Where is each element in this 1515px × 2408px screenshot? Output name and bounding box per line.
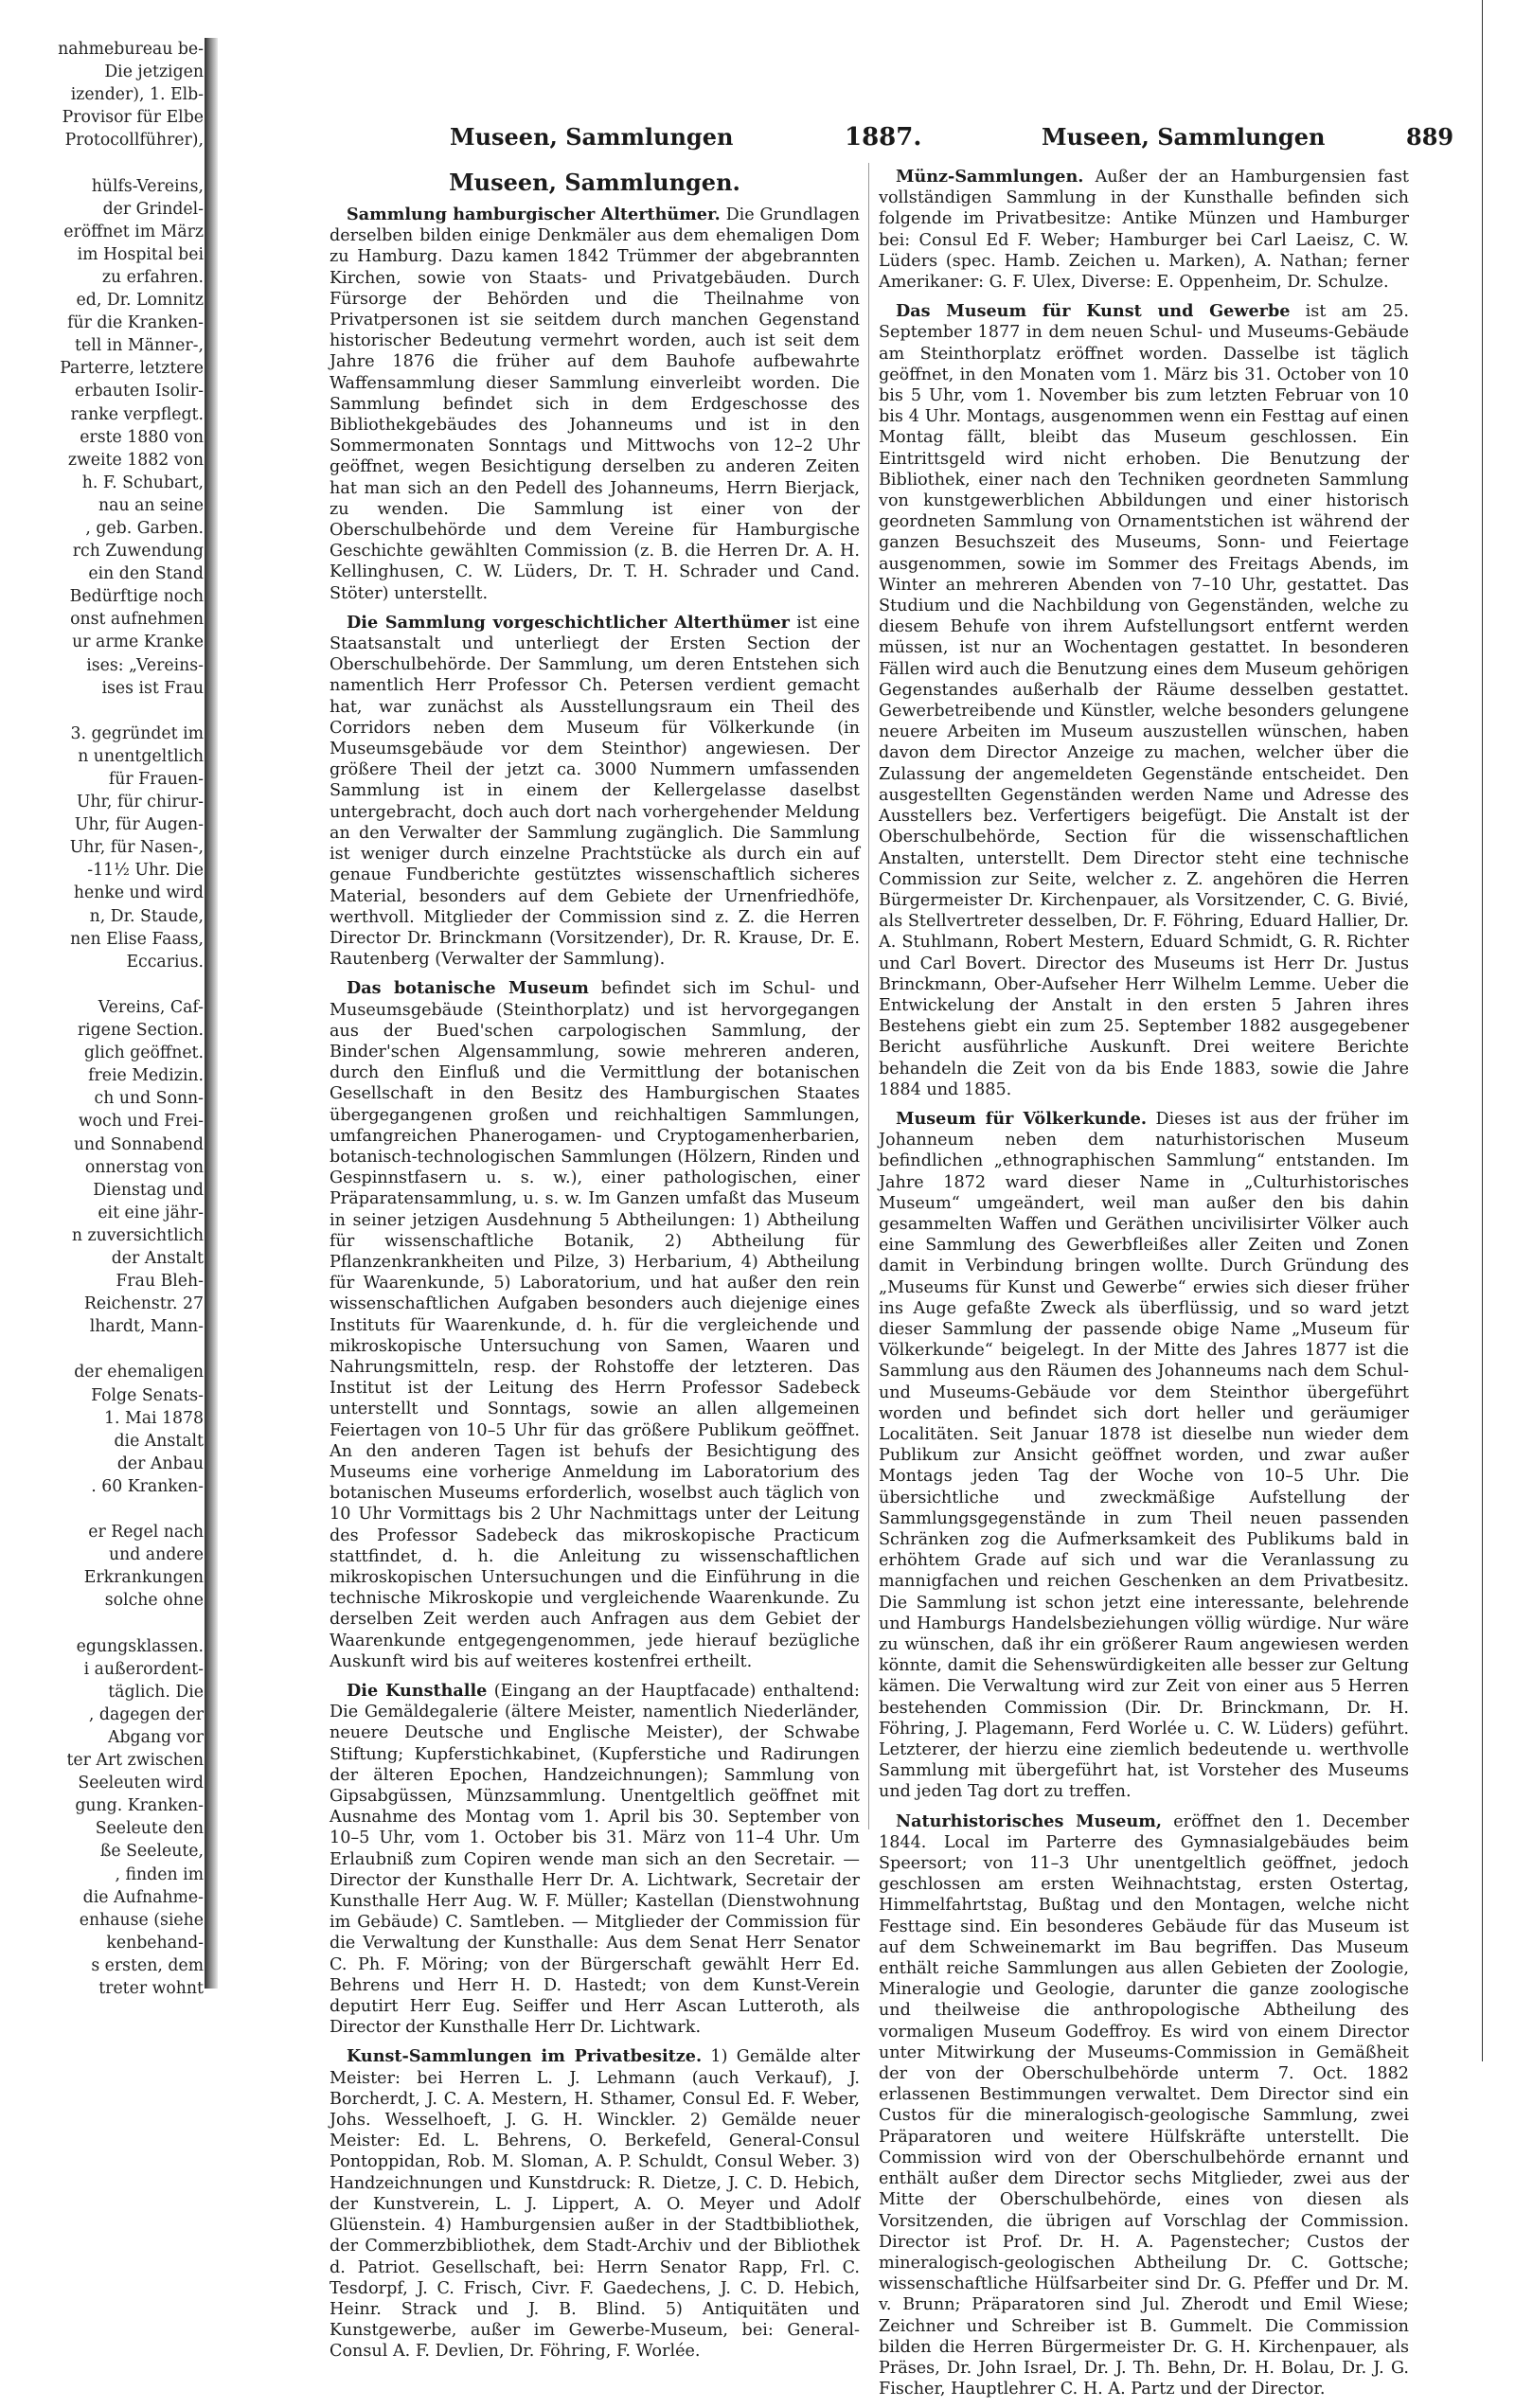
prev-page-line: der Grindel- <box>102 199 204 219</box>
prev-page-line: Folge Senats- <box>91 1385 204 1405</box>
entry-museum-arts-crafts <box>879 301 1409 1100</box>
prev-page-line: rigene Section. <box>77 1021 204 1041</box>
entry-text: 1) Gemälde alter Meister: bei Herren L. J. Lehmann (auch Verkauf), J. Borcherdt, J. C. A. Mestern, H. Sthamer, Consul Ed. F. Weber, Johs. Wesselhoeft, J. G. H. Winckler. 2) Gemälde neuer Meister: Ed. L. Behrens, O. Berkefeld, General-Consul Pontoppidan, Rob. M. Sloman, A. P. Schuldt, Consul Weber. 3) Handzeichnungen und Kunstdruck: R. Dietze, J. C. D. Hebich, der Kunstverein, L. J. Lippert, A. O. Meyer und Adolf Glüenstein. 4) Hamburgensien außer in der Stadtbibliothek, der Commerzbibliothek, dem Stadt-Archiv und der Bibliothek d. Patriot. Gesellschaft, bei: Herrn Senator Rapp, Frl. C. Tesdorpf, J. C. Frisch, Civr. F. Gaedechens, J. C. D. Hebich, Heinr. Strack und J. B. Blind. 5) Antiquitäten und Kunstgewerbe, außer im Gewerbe-Museum, bei: General-Consul A. F. Devlien, Dr. Föhring, F. Worlée. <box>330 2047 861 2362</box>
prev-page-line: ein den Stand <box>88 564 204 584</box>
prev-page-line: onst aufnehmen <box>70 610 204 630</box>
prev-page-line: ranke verpflegt. <box>70 404 204 424</box>
prev-page-line: freie Medizin. <box>88 1066 204 1086</box>
prev-page-line: lhardt, Mann- <box>89 1317 204 1337</box>
prev-page-line: die Anstalt <box>114 1431 204 1451</box>
prev-page-line: im Hospital bei <box>77 244 204 264</box>
prev-page-line: erbauten Isolir- <box>74 382 204 401</box>
prev-page-line: für Frauen- <box>108 770 204 789</box>
prev-page-line: gung. Kranken- <box>75 1796 204 1816</box>
prev-page-line: Seeleuten wird <box>78 1774 204 1793</box>
prev-page-line <box>0 152 204 174</box>
prev-page-line: zu erfahren. <box>101 267 204 287</box>
prev-page-line: Seeleute den <box>95 1819 204 1839</box>
prev-page-line: -11½ Uhr. Die <box>87 861 204 881</box>
prev-page-line: ur arme Kranke <box>72 633 204 652</box>
prev-page-line: Uhr, für Augen- <box>74 815 204 835</box>
prev-page-line: ße Seeleute, <box>99 1842 204 1862</box>
entry-coin-collections <box>879 167 1409 293</box>
prev-page-line: h. F. Schubart, <box>81 473 204 492</box>
prev-page-line: treter wohnt <box>98 1978 204 1998</box>
book-gutter <box>205 38 218 1989</box>
entry-heading: Münz-Sammlungen. <box>896 167 1084 187</box>
prev-page-line: Abgang vor <box>107 1727 204 1747</box>
prev-page-line: Vereins, Caf- <box>98 997 204 1017</box>
prev-page-line: zweite 1882 von <box>67 450 204 470</box>
prev-page-line: Reichenstr. 27 <box>83 1294 204 1314</box>
prev-page-line: eit eine jähr- <box>98 1203 204 1222</box>
prev-page-line: tell in Männer-, <box>75 336 204 356</box>
prev-page-line: 3. gegründet im <box>70 723 204 743</box>
prev-page-line: und andere <box>108 1545 204 1565</box>
prev-page-line: kenbehand- <box>106 1933 204 1953</box>
prev-page-line: Parterre, letztere <box>60 359 204 379</box>
prev-page-line: nen Elise Faass, <box>70 929 204 949</box>
prev-page-line: enhause (siehe <box>79 1910 204 1930</box>
prev-page-line: und Sonnabend <box>73 1134 204 1154</box>
entry-text: ist am 25. September 1877 in dem neuen Schul- und Museums-Gebäude am Steinthorplatz eröffnet worden. Dasselbe ist täglich geöffnet, in den Monaten vom 1. März bis 31. October von 10 bis 5 Uhr, vom 1. November bis zum letzten Februar von 10 bis 4 Uhr. Montags, ausgenommen wenn ein Festtag auf einen Montag fällt, bleibt das Museum geschlossen. Ein Eintrittsgeld wird nicht erhoben. Die Benutzung der Bibliothek, einer nach den Techniken geordneten Sammlung von kunstgewerblichen Abbildungen und einer historisch geordneten Sammlung von Ornamentstichen ist während der ganzen Besuchszeit des Museums, Sonn- und Feiertage ausgenommen, sowie im Sommer des Freitags Abends, im Winter an mehreren Abenden von 7–10 Uhr, gestattet. Das Studium und die Nachbildung von Gegenständen, welche zu diesem Behufe von ihrem Aufstellungsort entfernt werden müssen, ist nur an Wochentagen gestattet. In besonderen Fällen wird auch die Benutzung eines dem Museum gehörigen Gegenstandes außerhalb der Räume desselben gestattet. Gewerbetreibende und Künstler, welche besonders gelungene neuere Arbeiten im Museum auszustellen wünschen, haben davon dem Director Anzeige zu machen, welcher über die Zulassung der angemeldeten Gegenstände entscheidet. Den ausgestellten Gegenständen werden Name und Adresse des Ausstellers bez. Verfertigers beigefügt. Die Anstalt ist der Oberschulbehörde, Section für die wissenschaftlichen Anstalten, unterstellt. Dem Director steht eine technische Commission zur Seite, welcher z. Z. angehören die Herren Bürgermeister Dr. Kirchenpauer, als Vorsitzender, C. G. Bivié, als Stellvertreter desselben, Dr. F. Föhring, Eduard Hallier, Dr. A. Stuhlmann, Robert Mestern, Eduard Schmidt, G. R. Richter und Carl Bovert. Director des Museums ist Herr Dr. Justus Brinckmann, Ober-Aufseher Herr Wilhelm Lemme. Ueber die Entwickelung der Anstalt in den ersten 5 Jahren ihres Bestehens giebt ein zum 25. September 1882 ausgegebener Bericht ausführliche Auskunft. Drei weitere Berichte behandeln die Zeit von da bis Ende 1883, sowie die Jahre 1884 und 1885. <box>879 302 1409 1099</box>
prev-page-line: , finden im <box>115 1864 204 1884</box>
right-column <box>879 167 1409 2408</box>
page-number: 889 <box>1406 123 1454 151</box>
prev-page-line: Bedürftige noch <box>69 587 204 607</box>
prev-page-line: der Anstalt <box>111 1248 204 1268</box>
prev-page-line: Protocollführer), <box>64 131 204 151</box>
prev-page-line: der Anbau <box>116 1454 204 1473</box>
prev-page-line <box>0 700 204 722</box>
entry-kunsthalle <box>330 1681 860 2038</box>
entry-text: ist eine Staatsanstalt und unterliegt der Ersten Section der Oberschulbehörde. Der Sammlung, um deren Entstehen sich namentlich Herr Professor Ch. Petersen verdient gemacht hat, war zunächst als Ausstellungsraum ein Theil des Corridors neben dem Museum für Völkerkunde (in Museumsgebäude vor dem Steinthor) angewiesen. Der größere Theil der jetzt ca. 3000 Nummern umfassenden Sammlung ist in einem der Kellergelasse daselbst untergebracht, doch auch dort nach vorhergehender Meldung an den Verwalter der Sammlung zugänglich. Die Sammlung ist weniger durch einzelne Prachtstücke als durch ein auf genaue Fundberichte gestütztes wissenschaftlich sicheres Material, besonders auf dem Gebiete der Urnenfriedhöfe, werthvoll. Mitglieder der Commission sind z. Z. die Herren Director Dr. Brinckmann (Vorsitzender), Dr. R. Krause, Dr. E. Rautenberg (Verwalter der Sammlung). <box>330 613 860 970</box>
prev-page-line: Eccarius. <box>126 952 204 972</box>
entry-heading: Museum für Völkerkunde. <box>896 1108 1147 1129</box>
entry-heading: Naturhistorisches Museum, <box>896 1810 1163 1831</box>
prev-page-line: n zuversichtlich <box>71 1225 204 1245</box>
prev-page-line: der ehemaligen <box>74 1363 204 1382</box>
prev-page-line <box>0 1498 204 1521</box>
prev-page-line: nahmebureau be- <box>58 40 204 59</box>
prev-page-line: hülfs-Vereins, <box>91 176 204 196</box>
prev-page-line: ises: „Vereins- <box>86 655 204 675</box>
prev-page-line: , geb. Garben. <box>85 518 204 538</box>
prev-page-line: erste 1880 von <box>80 427 204 447</box>
prev-page-line: n, Dr. Staude, <box>89 906 204 926</box>
prev-page-line <box>0 1338 204 1361</box>
prev-page-line: er Regel nach <box>88 1523 204 1543</box>
entry-heading: Die Sammlung vorgeschichtlicher Alterthümer <box>347 612 790 633</box>
entry-heading: Kunst-Sammlungen im Privatbesitze. <box>347 2046 703 2067</box>
prev-page-line: izender), 1. Elb- <box>70 85 204 105</box>
prev-page-line: für die Kranken- <box>67 313 204 333</box>
section-title: Museen, Sammlungen. <box>449 169 740 196</box>
entry-botanical-museum <box>330 978 860 1672</box>
prev-page-line: n unentgeltlich <box>78 746 204 766</box>
prev-page-line: nau an seine <box>98 495 204 515</box>
left-column <box>330 167 860 2371</box>
prev-page-line: Provisor für Elbe <box>62 108 204 128</box>
entry-prehistoric-antiquities <box>330 613 860 970</box>
entry-text: eröffnet den 1. December 1844. Local im Parterre des Gymnasialgebäudes beim Speersort; von 11–3 Uhr unentgeltlich geöffnet, jedoch geschlossen am ersten Weihnachtstag, ersten Ostertag, Himmelfahrtstag, Bußtag und den Montagen, welche nicht Festtage sind. Ein besonderes Gebäude für das Museum ist auf dem Schweinemarkt im Bau begriffen. Das Museum enthält reiche Sammlungen aus allen Gebieten der Zoologie, Mineralogie und Geologie, darunter die ganze zoologische und theilweise die anthropologische Abtheilung des vormaligen Museum Godeffroy. Es wird von einem Director unter Mitwirkung der Museums-Commission in Gemäßheit der von der Oberschulbehörde unterm 7. Oct. 1882 erlassenen Bestimmungen verwaltet. Dem Director sind ein Custos für die mineralogisch-geologische Sammlung, zwei Präparatoren und weitere Hülfskräfte unterstellt. Die Commission wird von der Oberschulbehörde ernannt und enthält außer dem Director sechs Mitglieder, zwei aus der Mitte der Oberschulbehörde, eines von diesen als Vorsitzenden, die übrigen auf Vorschlag der Commission. Director ist Prof. Dr. H. A. Pagenstecher; Custos der mineralogisch-geologischen Abtheilung Dr. C. Gottsche; wissenschaftliche Hülfsarbeiter sind Dr. G. Pfeffer und Dr. M. v. Brunn; Präparatoren sind Jul. Zherodt und Emil Wiese; Zeichner und Schreiber ist B. Gummelt. Die Commission bilden die Herren Bürgermeister Dr. G. H. Kirchenpauer, als Präses, Dr. John Israel, Dr. J. Th. Behn, Dr. H. Bolau, Dr. J. G. Fischer, Hauptlehrer C. H. A. Partz und der Director. <box>879 1811 1409 2399</box>
entry-text: Die Grundlagen derselben bilden einige Denkmäler aus dem ehemaligen Dom zu Hamburg. Dazu kamen 1842 Trümmer der abgebrannten Kirchen, sowie von Staats- und Privatgebäuden. Durch Fürsorge der Behörden und die Theilnahme von Privatpersonen ist sie seitdem durch manchen Gegenstand historischer Bedeutung vermehrt worden, auch ist seit dem Jahre 1876 die früher auf dem Bauhofe aufbewahrte Waffensammlung dieser Sammlung einverleibt worden. Die Sammlung befindet sich in dem Erdgeschosse des Bibliothekgebäudes des Johanneums und ist in den Sommermonaten Sonntags und Mittwochs von 12–2 Uhr geöffnet, wegen Besichtigung derselben zu anderen Zeiten hat man sich an den Pedell des Johanneums, Herrn Bierjack, zu wenden. Die Sammlung ist einer von der Oberschulbehörde und dem Vereine für Hamburgische Geschichte gewählten Commission (z. B. die Herren Dr. A. H. Kellinghusen, C. W. Lüders, Dr. T. H. Schrader und Cand. Stöter) unterstellt. <box>330 205 860 603</box>
entry-heading: Das botanische Museum <box>347 978 589 999</box>
entry-text: befindet sich im Schul- und Museumsgebäude (Steinthorplatz) und ist hervorgegangen aus der Bued'schen carpologischen Sammlung, der Binder'schen Algensammlung, sowie mehreren anderen, durch den Einfluß und die Vermittlung der botanischen Gesellschaft in den Besitz des Hamburgischen Staates übergegangenen großen und reichhaltigen Sammlungen, umfangreichen Phanerogamen- und Cryptogamenherbarien, botanisch-technologischen Sammlungen (Hölzern, Rinden und Gespinnstfasern u. s. w.), einer pathologischen, einer Präparatensammlung, u. s. w. Im Ganzen umfaßt das Museum in seiner jetzigen Ausdehnung 5 Abtheilungen: 1) Abtheilung für wissenschaftliche Botanik, 2) Abtheilung für Pflanzenkrankheiten und Pilze, 3) Herbarium, 4) Abtheilung für Waarenkunde, 5) Laboratorium, und hat außer den rein wissenschaftlichen Aufgaben besonders auch diejenige eines Instituts für Waarenkunde, d. h. für die vergleichende und mikroskopische Untersuchung von Samen, Waaren und Nahrungsmitteln, resp. der Rohstoffe der letzteren. Das Institut ist der Leitung des Herrn Professor Sadebeck unterstellt und Sonntags, sowie an allen allgemeinen Feiertagen von 10–5 Uhr für das größere Publikum geöffnet. An den anderen Tagen ist behufs der Besichtigung des Museums eine vorherige Anmeldung im Laboratorium des botanischen Museums erforderlich, woselbst auch täglich von 10 Uhr Vormittags bis 2 Uhr Nachmittags unter der Leitung des Professor Sadebeck das mikroskopische Practicum stattfindet, d. h. die Anleitung zu wissenschaftlichen mikroskopischen Untersuchungen und die Einführung in die technische Mikroskopie und vergleichende Waarenkunde. Zu derselben Zeit werden auch Anfragen aus dem Gebiet der Waarenkunde entgegengenommen, jede hierauf bezügliche Auskunft wird bis auf weiteres kostenfrei ertheilt. <box>330 979 861 1671</box>
prev-page-line: Erkrankungen <box>83 1568 204 1588</box>
prev-page-line: egungsklassen. <box>76 1636 204 1656</box>
prev-page-line: glich geöffnet. <box>83 1043 204 1063</box>
prev-page-line: Frau Bleh- <box>116 1272 204 1292</box>
prev-page-line: täglich. Die <box>108 1682 204 1702</box>
prev-page-line: onnerstag von <box>84 1157 204 1177</box>
prev-page-line: solche ohne <box>104 1591 204 1611</box>
entry-heading: Sammlung hamburgischer Alterthümer. <box>347 205 721 224</box>
prev-page-line: , dagegen der <box>88 1704 204 1724</box>
prev-page-line: Die jetzigen <box>104 62 204 82</box>
entry-heading: Die Kunsthalle <box>347 1681 488 1702</box>
prev-page-line: i außerordent- <box>83 1659 204 1679</box>
prev-page-line: eröffnet im März <box>63 222 204 241</box>
running-head-left: Museen, Sammlungen <box>450 123 734 151</box>
scan-border <box>1482 0 1515 2061</box>
running-head-right: Museen, Sammlungen <box>1042 123 1326 151</box>
previous-page-fragment <box>0 38 204 1998</box>
prev-page-line: ch und Sonn- <box>94 1089 204 1109</box>
prev-page-line: rch Zuwendung <box>72 542 204 562</box>
prev-page-line: . 60 Kranken- <box>91 1476 204 1496</box>
page <box>246 0 1458 2399</box>
prev-page-line: die Aufnahme- <box>82 1887 204 1907</box>
column-divider <box>868 163 869 1829</box>
prev-page-line: henke und wird <box>73 883 204 903</box>
prev-page-line: 1. Mai 1878 <box>104 1408 204 1428</box>
prev-page-line: Uhr, für chirur- <box>76 793 204 812</box>
entry-natural-history-museum <box>879 1811 1409 2400</box>
entry-ethnology-museum <box>879 1109 1409 1803</box>
running-head <box>246 123 1496 161</box>
running-head-year: 1887. <box>845 123 922 152</box>
prev-page-line: Uhr, für Nasen-, <box>69 838 204 858</box>
entry-heading: Das Museum für Kunst und Gewerbe <box>896 301 1291 322</box>
prev-page-line <box>0 973 204 996</box>
entry-text: Außer der an Hamburgensien fast vollständigen Sammlung in der Kunsthalle befinden sich folgende im Privatbesitze: Antike Münzen und Hamburger bei: Consul Ed F. Weber; Hamburger bei Carl Laeisz, C. W. Lüders (spec. Hamb. Zeichen u. Marken), A. Nathan; ferner Amerikaner: G. F. Ulex, Diverse: E. Oppenheim, Dr. Schulze. <box>879 168 1409 293</box>
entry-text: Dieses ist aus der früher im Johanneum neben dem naturhistorischen Museum befindlichen „ethnographischen Sammlung“ entstanden. Im Jahre 1872 ward dieser Name in „Culturhistorisches Museum“ umgeändert, weil man außer den bis dahin gesammelten Waffen und Geräthen uncivilisirter Völker auch eine Sammlung des Gewerbfleißes aller Zeiten und Zonen damit in Verbindung bringen wollte. Durch Gründung des „Museums für Kunst und Gewerbe“ erwies sich dieser früher ins Auge gefaßte Zweck als überflüssig, und so ward jetzt dieser Sammlung der passende obige Name „Museum für Völkerkunde“ beigelegt. In der Mitte des Jahres 1877 ist die Sammlung aus den Räumen des Johanneums nach dem Schul- und Museums-Gebäude vor dem Steinthor übergeführt worden und befindet sich dort heller und geräumiger Localitäten. Seit Januar 1878 ist dieselbe nun wieder dem Publikum zur Ansicht geöffnet worden, und zwar außer Montags jeden Tag der Woche von 10–5 Uhr. Die übersichtliche und zweckmäßige Aufstellung der Sammlungsgegenstände in zum Theil neuen passenden Schränken zog die Aufmerksamkeit des Publikums bald in erhöhtem Grade auf sich und war die Veranlassung zu mannigfachen und reichen Geschenken an dem Privatbesitz. Die Sammlung ist schon jetzt eine interessante, belehrende und Hamburgs Handelsbeziehungen völlig würdige. Nur wäre zu wünschen, daß ihr ein größerer Raum angewiesen werden könnte, damit die Sehenswürdigkeiten alle besser zur Geltung kämen. Die Verwaltung wird zur Zeit von einer aus 5 Herren bestehenden Commission (Dir. Dr. Brinckmann, Dr. H. Föhring, J. Plagemann, Ferd Worlée u. C. W. Lüders) geführt. Letzterer, der hierzu eine ziemlich bedeutende u. werthvolle Sammlung mit übergeführt hat, ist Vorsteher des Museums und jeden Tag dort zu treffen. <box>879 1109 1410 1802</box>
entry-private-art-collections <box>330 2046 860 2362</box>
prev-page-line: Dienstag und <box>93 1180 204 1200</box>
prev-page-line: ter Art zwischen <box>66 1751 204 1771</box>
entry-text: (Eingang an der Hauptfacade) enthaltend: Die Gemäldegalerie (ältere Meister, namentlich Niederländer, neuere Deutsche und Englische Meister), der Schwabe Stiftung; Kupferstichkabinet, (Kupferstiche und Radirungen der älteren Epochen, Handzeichnungen); Sammlung von Gipsabgüssen, Münzsammlung. Unentgeltlich geöffnet mit Ausnahme des Montag vom 1. April bis 30. September von 10–5 Uhr, vom 1. October bis 31. März von 11–4 Uhr. Um Erlaubniß zum Copiren wende man sich an den Secretair. — Director der Kunsthalle Herr Dr. A. Lichtwark, Secretair der Kunsthalle Herr Aug. W. F. Müller; Kastellan (Dienstwohnung im Gebäude) C. Samtleben. — Mitglieder der Commission für die Verwaltung der Kunsthalle: Aus dem Senat Herr Senator C. Ph. F. Möring; von der Bürgerschaft gewählt Herr Ed. Behrens und Herr H. D. Hastedt; von dem Kunst-Verein deputirt Herr Eug. Seiffer und Herr Ascan Lutteroth, als Director der Kunsthalle Herr Dr. Lichtwark. <box>330 1682 860 2038</box>
prev-page-line: woch und Frei- <box>78 1112 204 1132</box>
prev-page-line: s ersten, dem <box>91 1955 204 1975</box>
prev-page-line: ed, Dr. Lomnitz <box>76 291 204 311</box>
prev-page-line: ises ist Frau <box>101 678 204 698</box>
entry-hamburg-antiquities <box>330 205 860 604</box>
prev-page-line <box>0 1612 204 1634</box>
